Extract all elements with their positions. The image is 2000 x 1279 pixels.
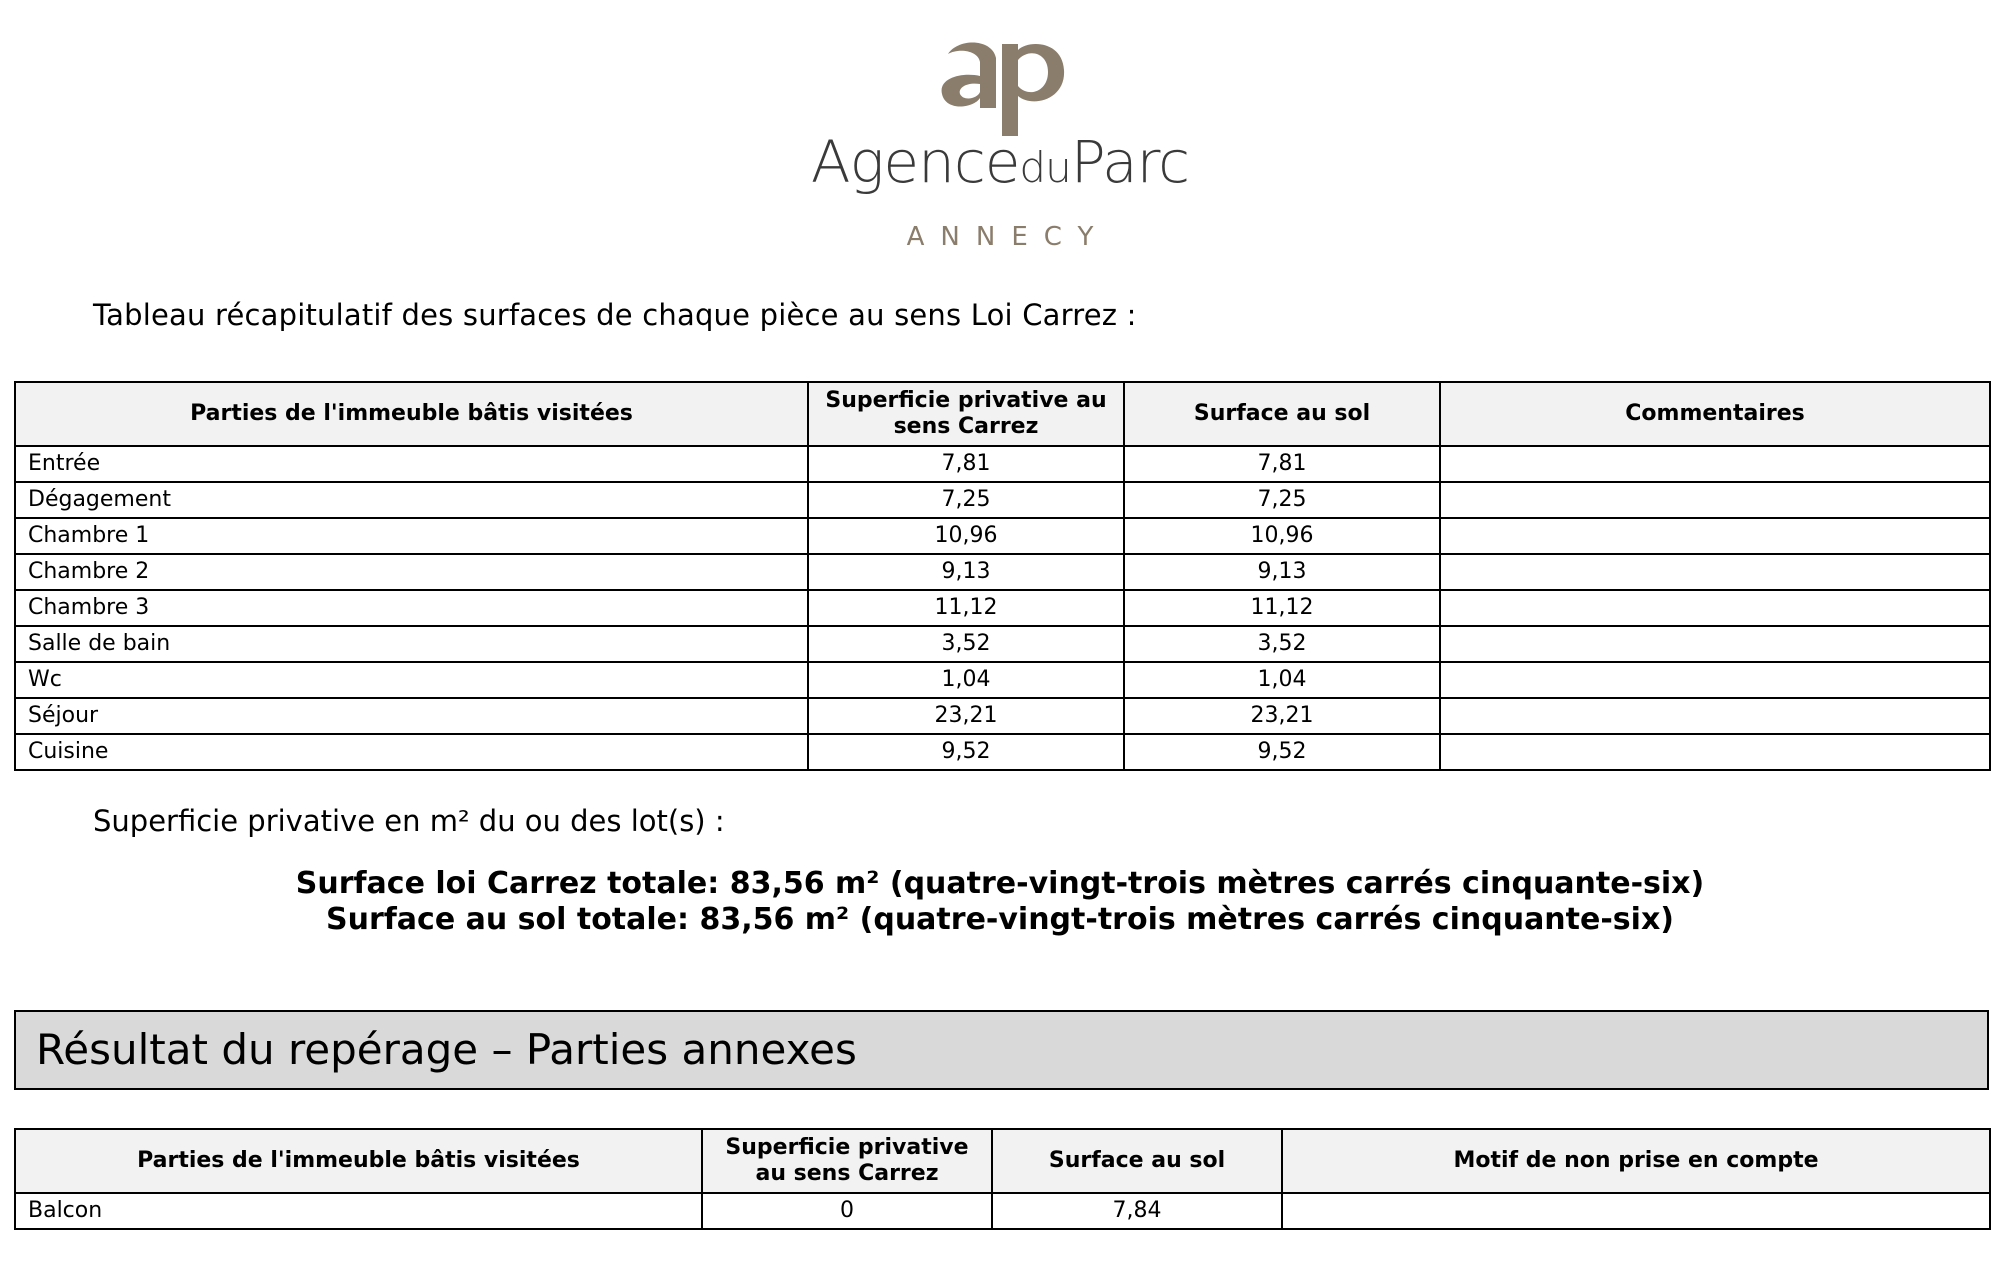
comment-cell	[1440, 662, 1990, 698]
agency-name-part3: Parc	[1070, 128, 1190, 196]
carrez-value: 23,21	[808, 698, 1124, 734]
table-row	[15, 554, 1990, 590]
carrez-value: 7,25	[808, 482, 1124, 518]
carrez-value: 9,13	[808, 554, 1124, 590]
agency-city: ANNECY	[906, 222, 1110, 252]
sol-value: 3,52	[1124, 626, 1440, 662]
sol-value: 23,21	[1124, 698, 1440, 734]
room-name: Entrée	[15, 446, 808, 482]
table-header-row	[15, 382, 1990, 446]
table-row	[15, 590, 1990, 626]
agency-name	[0, 128, 2000, 196]
carrez-value: 11,12	[808, 590, 1124, 626]
carrez-surface-table	[14, 381, 1991, 771]
agency-logo	[0, 30, 2000, 252]
header-pieces: Parties de l'immeuble bâtis visitées	[15, 1129, 702, 1193]
carrez-value: 7,81	[808, 446, 1124, 482]
room-name: Chambre 1	[15, 518, 808, 554]
carrez-value: 9,52	[808, 734, 1124, 770]
annex-surface-table	[14, 1128, 1991, 1230]
comment-cell	[1440, 626, 1990, 662]
comment-cell	[1440, 554, 1990, 590]
room-name: Salle de bain	[15, 626, 808, 662]
carrez-value: 0	[702, 1193, 992, 1229]
comment-cell	[1440, 734, 1990, 770]
comment-cell	[1440, 446, 1990, 482]
table-row	[15, 482, 1990, 518]
agency-name-part2: du	[1019, 143, 1071, 192]
sol-total: Surface au sol totale: 83,56 m² (quatre-vingt-trois mètres carrés cinquante-six)	[325, 902, 1675, 937]
room-name: Séjour	[15, 698, 808, 734]
comment-cell	[1440, 518, 1990, 554]
motif-cell	[1282, 1193, 1990, 1229]
table-row	[15, 446, 1990, 482]
sol-value: 7,81	[1124, 446, 1440, 482]
header-sol: Surface au sol	[992, 1129, 1282, 1193]
comment-cell	[1440, 482, 1990, 518]
sol-value: 7,84	[992, 1193, 1282, 1229]
sol-value: 9,13	[1124, 554, 1440, 590]
room-name: Chambre 2	[15, 554, 808, 590]
table-row	[15, 1193, 1990, 1229]
table-row	[15, 662, 1990, 698]
sol-value: 7,25	[1124, 482, 1440, 518]
header-sol: Surface au sol	[1124, 382, 1440, 446]
sol-value: 11,12	[1124, 590, 1440, 626]
table-row	[15, 518, 1990, 554]
ap-monogram-logo	[940, 36, 1070, 136]
header-carrez: Superficie privative au sens Carrez	[808, 382, 1124, 446]
lot-surface-label: Superficie privative en m² du ou des lot(s) :	[93, 804, 725, 838]
agency-name-part1: Agence	[810, 128, 1020, 196]
carrez-value: 10,96	[808, 518, 1124, 554]
room-name: Wc	[15, 662, 808, 698]
sol-value: 9,52	[1124, 734, 1440, 770]
sol-value: 1,04	[1124, 662, 1440, 698]
table-row	[15, 698, 1990, 734]
header-pieces: Parties de l'immeuble bâtis visitées	[15, 382, 808, 446]
carrez-value: 3,52	[808, 626, 1124, 662]
table-row	[15, 734, 1990, 770]
room-name: Cuisine	[15, 734, 808, 770]
carrez-value: 1,04	[808, 662, 1124, 698]
annex-section-title: Résultat du repérage – Parties annexes	[14, 1010, 1989, 1090]
table-row	[15, 626, 1990, 662]
table-intro-text: Tableau récapitulatif des surfaces de chaque pièce au sens Loi Carrez :	[93, 298, 1137, 332]
sol-value: 10,96	[1124, 518, 1440, 554]
room-name: Balcon	[15, 1193, 702, 1229]
table-header-row	[15, 1129, 1990, 1193]
room-name: Chambre 3	[15, 590, 808, 626]
header-carrez: Superficie privative au sens Carrez	[702, 1129, 992, 1193]
header-commentaires: Commentaires	[1440, 382, 1990, 446]
room-name: Dégagement	[15, 482, 808, 518]
comment-cell	[1440, 590, 1990, 626]
carrez-total: Surface loi Carrez totale: 83,56 m² (quatre-vingt-trois mètres carrés cinquante-six)	[295, 866, 1705, 901]
comment-cell	[1440, 698, 1990, 734]
header-motif: Motif de non prise en compte	[1282, 1129, 1990, 1193]
